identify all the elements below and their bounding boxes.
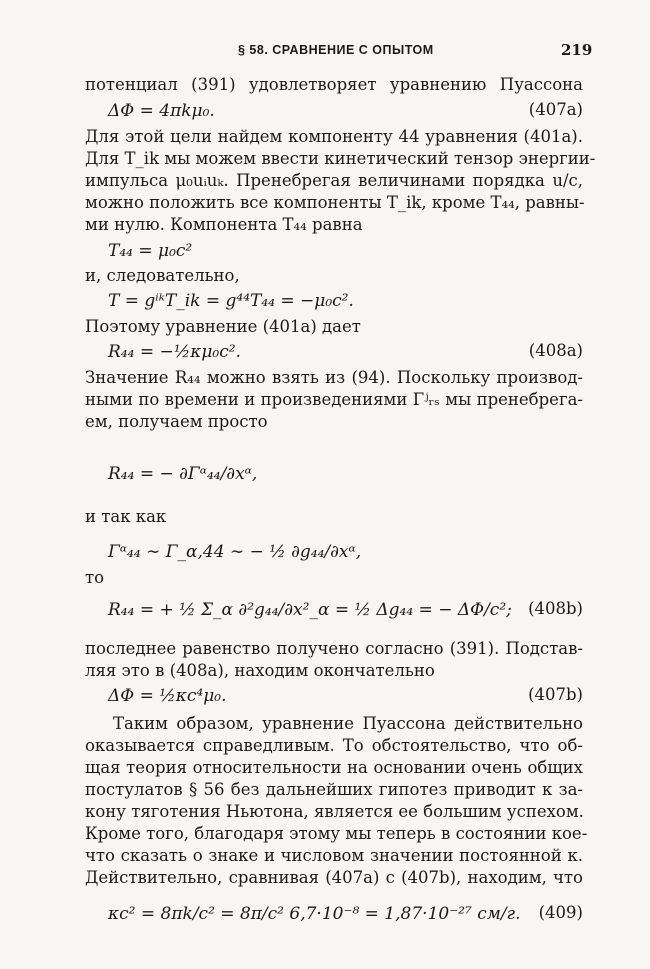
text-line: Таким образом, уравнение Пуассона действительно — [113, 714, 583, 733]
text-line: импульса μ₀uᵢuₖ. Пренебрегая величинами порядка u/c, — [85, 171, 583, 190]
equation-number: (407a) — [528, 100, 583, 119]
page-number: 219 — [561, 41, 593, 59]
equation-number: (407b) — [528, 685, 583, 704]
text-line: постулатов § 56 без дальнейших гипотез приводит к за- — [85, 780, 583, 799]
running-title: § 58. СРАВНЕНИЕ С ОПЫТОМ — [238, 43, 434, 57]
text-line: ляя это в (408a), находим окончательно — [85, 661, 435, 680]
text-line: и, следовательно, — [85, 266, 240, 285]
text-line: ными по времени и произведениями Γʲᵣₛ мы пренебрега- — [85, 390, 583, 409]
equation-gamma: Γᵅ₄₄ ∼ Γ_α,44 ∼ − ½ ∂g₄₄/∂xᵅ, — [108, 542, 362, 562]
equation-407b: ΔΦ = ½κc⁴μ₀. — [108, 686, 227, 706]
equation-t-trace: T = gⁱᵏT_ik = g⁴⁴T₄₄ = −μ₀c². — [108, 291, 354, 311]
text-line: Кроме того, благодаря этому мы теперь в состоянии кое- — [85, 824, 588, 843]
text-line: Действительно, сравнивая (407a) с (407b), находим, что — [85, 868, 583, 887]
equation-409: κc² = 8πk/c² = 8π/c² 6,7·10⁻⁸ = 1,87·10⁻²⁷ см/г. — [108, 904, 521, 924]
text-line: и так как — [85, 507, 167, 526]
text-line: Для T_ik мы можем ввести кинетический тензор энергии- — [85, 149, 596, 168]
equation-408b: R₄₄ = + ½ Σ_α ∂²g₄₄/∂x²_α = ½ Δg₄₄ = − ΔΦ/c²; — [108, 600, 512, 620]
equation-r44: R₄₄ = − ∂Γᵅ₄₄/∂xᵅ, — [108, 464, 258, 484]
equation-number: (408b) — [528, 599, 583, 618]
text-line: последнее равенство получено согласно (391). Подстав- — [85, 639, 583, 658]
text-line: Для этой цели найдем компоненту 44 уравнения (401a). — [85, 127, 583, 146]
text-line: ми нулю. Компонента T₄₄ равна — [85, 215, 363, 234]
equation-number: (408a) — [528, 341, 583, 360]
text-line: что сказать о знаке и числовом значении постоянной κ. — [85, 846, 583, 865]
text-line: оказывается справедливым. То обстоятельство, что об- — [85, 736, 583, 755]
equation-t44: T₄₄ = μ₀c² — [108, 241, 193, 261]
text-line: потенциал (391) удовлетворяет уравнению Пуассона — [85, 75, 583, 94]
text-line: кону тяготения Ньютона, является ее большим успехом. — [85, 802, 584, 821]
page-header — [0, 43, 650, 65]
equation-number: (409) — [538, 903, 583, 922]
text-line: Значение R₄₄ можно взять из (94). Поскольку производ- — [85, 368, 583, 387]
text-line: то — [85, 568, 105, 587]
equation-408a: R₄₄ = −½κμ₀c². — [108, 342, 241, 362]
text-line: ем, получаем просто — [85, 412, 268, 431]
equation-407a: ΔΦ = 4πkμ₀. — [108, 101, 215, 121]
text-line: можно положить все компоненты T_ik, кроме T₄₄, равны- — [85, 193, 585, 212]
text-line: щая теория относительности на основании очень общих — [85, 758, 583, 777]
text-line: Поэтому уравнение (401a) дает — [85, 317, 361, 336]
